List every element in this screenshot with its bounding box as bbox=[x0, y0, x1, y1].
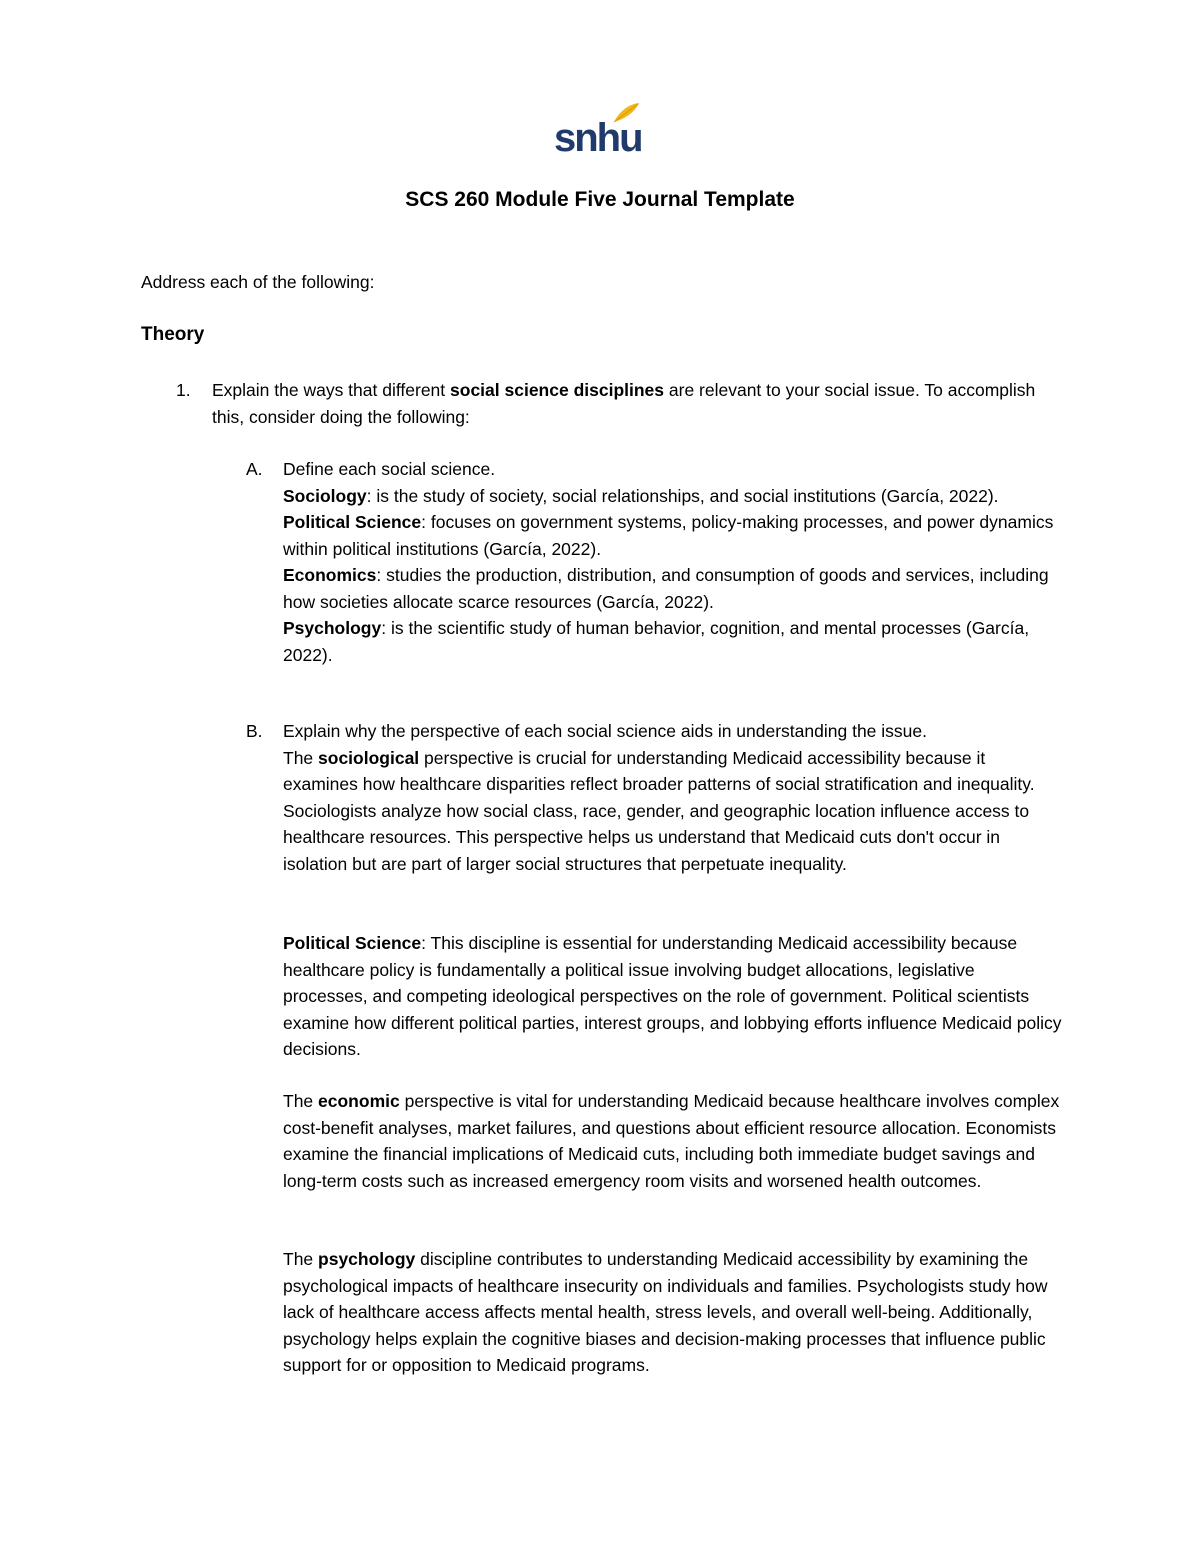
list-letter-a: A. bbox=[246, 459, 263, 479]
definition-term: Political Science bbox=[283, 512, 422, 532]
para-pre: The bbox=[283, 747, 319, 768]
intro-text: Address each of the following: bbox=[141, 272, 375, 292]
para-post: : This discipline is essential for understanding Medicaid accessibility because healthcare policy is fundamentally a political issue involving budget allocations, legislative processes, and competing ideological perspectives on the role of government. Political scientists examine how different political parties, interest groups, and lobbying efforts influence Medicaid policy decisions. bbox=[283, 933, 1062, 1059]
definition-text: : is the study of society, social relationships, and social institutions (García, 2022). bbox=[366, 485, 999, 506]
definition-economics bbox=[283, 562, 1063, 615]
definition-political-science bbox=[283, 509, 1063, 562]
definition-term: Sociology bbox=[283, 485, 367, 506]
definition-term: Psychology bbox=[283, 618, 382, 638]
list-item-b bbox=[283, 718, 1063, 877]
definition-term: Economics bbox=[283, 565, 377, 585]
para-pre: The bbox=[283, 1249, 319, 1269]
para-post: perspective is vital for understanding Medicaid because healthcare involves complex cost-benefit analyses, market failures, and questions about efficient resource allocation. Economists examine the financial implications of Medicaid cuts, including both immediate budget savings and long-term costs such as increased emergency room visits and worsened health outcomes. bbox=[283, 1091, 1060, 1191]
section-heading: Theory bbox=[141, 324, 205, 345]
definition-text: : studies the production, distribution, and consumption of goods and services, including how societies allocate scarce resources (García, 2022). bbox=[283, 565, 1049, 612]
item-b-prompt: Explain why the perspective of each social science aids in understanding the issue. bbox=[283, 721, 927, 741]
definition-text: : focuses on government systems, policy-making processes, and power dynamics within political institutions (García, 2022). bbox=[283, 512, 1054, 559]
definition-text: : is the scientific study of human behavior, cognition, and mental processes (García, 2022). bbox=[283, 618, 1030, 665]
document-title: SCS 260 Module Five Journal Template bbox=[405, 188, 795, 211]
para-bold: Political Science bbox=[283, 933, 422, 953]
para-pre: The bbox=[283, 1091, 319, 1111]
definition-psychology bbox=[283, 615, 1063, 668]
para-post: perspective is crucial for understanding Medicaid accessibility because it examines how healthcare disparities reflect broader patterns of social stratification and inequality. Sociologists analyze how social class, race, gender, and geographic location influence access to healthcare resources. This perspective helps us understand that Medicaid cuts don't occur in isolation but are part of larger social structures that perpetuate inequality. bbox=[283, 747, 1035, 874]
list-number: 1. bbox=[176, 380, 191, 400]
definition-sociology bbox=[283, 483, 1063, 510]
item1-bold: social science disciplines bbox=[450, 380, 665, 400]
item1-post: are relevant to your social issue. To accomplish this, consider doing the following: bbox=[212, 380, 1036, 427]
paragraph-political bbox=[283, 930, 1063, 1063]
para-bold: psychology bbox=[318, 1249, 416, 1269]
para-post: discipline contributes to understanding Medicaid accessibility by examining the psychological impacts of healthcare insecurity on individuals and families. Psychologists study how lack of healthcare access affects mental health, stress levels, and overall well-being. Additionally, psychology helps explain the cognitive biases and decision-making processes that influence public support for or opposition to Medicaid programs. bbox=[283, 1249, 1048, 1375]
list-item-a bbox=[283, 456, 1063, 668]
list-letter-b: B. bbox=[246, 721, 263, 741]
paragraph-economic bbox=[283, 1088, 1063, 1194]
para-bold: sociological bbox=[318, 747, 420, 768]
logo-text: snhu bbox=[554, 116, 642, 160]
paragraph-psychology bbox=[283, 1246, 1063, 1379]
paragraph-sociological bbox=[283, 745, 1063, 878]
list-item-1 bbox=[212, 377, 1042, 430]
item1-pre: Explain the ways that different bbox=[212, 380, 451, 400]
snhu-logo bbox=[554, 102, 640, 162]
para-bold: economic bbox=[318, 1091, 400, 1111]
item-a-prompt: Define each social science. bbox=[283, 459, 496, 479]
